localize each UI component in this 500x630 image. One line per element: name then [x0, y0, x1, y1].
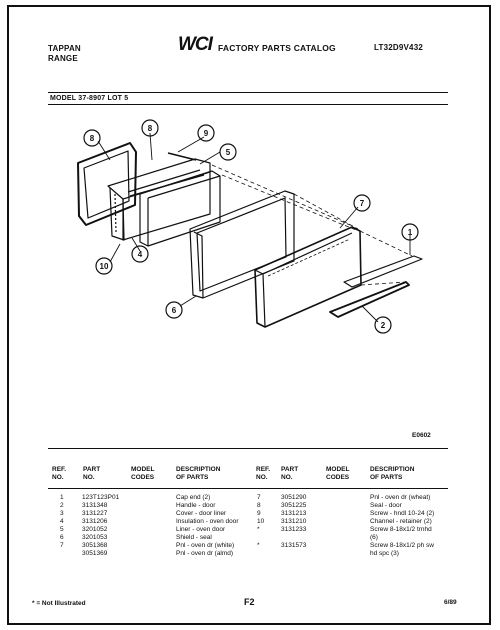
ref-cell: * — [257, 542, 260, 549]
col-header-desc-left: DESCRIPTION OF PARTS — [176, 466, 221, 481]
desc-cell: Pnl - oven dr (almd) — [176, 550, 234, 557]
desc-cell: Cover - door liner — [176, 510, 227, 517]
product-type: RANGE — [48, 54, 78, 63]
callout-4: 4 — [137, 250, 143, 259]
col-header-part-right: PART NO. — [281, 466, 299, 481]
part-cell: 3131227 — [82, 510, 108, 517]
callout-1: 1 — [407, 228, 413, 237]
callout-8b: 8 — [147, 124, 153, 133]
part-cell: 3051368 — [82, 542, 108, 549]
ref-cell: * — [257, 526, 260, 533]
desc-cell: Liner - oven door — [176, 526, 226, 533]
desc-cell: Seal - door — [370, 502, 402, 509]
ref-cell: 7 — [60, 542, 64, 549]
desc-cell: Cap end (2) — [176, 494, 211, 501]
desc-cell: hd spc (3) — [370, 550, 399, 557]
print-date: 6/89 — [444, 599, 457, 606]
model-line: MODEL 37-8907 LOT 5 — [50, 95, 129, 102]
callout-2: 2 — [380, 321, 386, 330]
ref-cell: 4 — [60, 518, 64, 525]
part-cell: 3051369 — [82, 550, 108, 557]
callout-7: 7 — [359, 199, 365, 208]
desc-cell: (6) — [370, 534, 378, 541]
callout-10: 10 — [99, 262, 109, 271]
footnote: * = Not Illustrated — [32, 600, 86, 607]
ref-cell: 5 — [60, 526, 64, 533]
part-cell: 3051290 — [281, 494, 307, 501]
part-cell: 3131348 — [82, 502, 108, 509]
ref-cell: 7 — [257, 494, 261, 501]
col-header-part-left: PART NO. — [83, 466, 101, 481]
desc-cell: Shield - seal — [176, 534, 212, 541]
desc-cell: Screw - hndl 10-24 (2) — [370, 510, 435, 517]
callout-5: 5 — [225, 148, 231, 157]
desc-cell: Screw 8-18x1/2 ph sw — [370, 542, 434, 549]
table-rule-header — [48, 488, 448, 489]
col-header-model-left: MODEL CODES — [131, 466, 155, 481]
desc-cell: Pnl - oven dr (wheat) — [370, 494, 431, 501]
col-header-ref-left: REF. NO. — [52, 466, 67, 481]
parts-table-left — [60, 494, 250, 558]
desc-cell: Handle - door — [176, 502, 216, 509]
part-cell: 3131210 — [281, 518, 307, 525]
desc-cell: Screw 8-18x1/2 trnhd — [370, 526, 432, 533]
col-header-desc-right: DESCRIPTION OF PARTS — [370, 466, 415, 481]
part-cell: 3131233 — [281, 526, 307, 533]
part-cell: 3201052 — [82, 526, 108, 533]
table-rule-top — [48, 448, 448, 449]
desc-cell: Channel - retainer (2) — [370, 518, 432, 525]
brand-name: TAPPAN — [48, 44, 81, 53]
callout-9: 9 — [203, 129, 209, 138]
ref-cell: 10 — [257, 518, 265, 525]
callout-8a: 8 — [89, 134, 95, 143]
ref-cell: 3 — [60, 510, 64, 517]
catalog-number: LT32D9V432 — [374, 43, 423, 52]
ref-cell: 6 — [60, 534, 64, 541]
col-header-ref-right: REF. NO. — [256, 466, 271, 481]
ref-cell: 2 — [60, 502, 64, 509]
callout-6: 6 — [171, 306, 177, 315]
parts-table-right — [257, 494, 452, 558]
desc-cell: Insulation - oven door — [176, 518, 239, 525]
wci-logo: WCI — [178, 34, 212, 55]
ref-cell: 8 — [257, 502, 261, 509]
col-header-model-right: MODEL CODES — [326, 466, 350, 481]
part-cell: 3131573 — [281, 542, 307, 549]
part-cell: 3051225 — [281, 502, 307, 509]
part-cell: 123T123P01 — [82, 494, 120, 501]
ref-cell: 9 — [257, 510, 261, 517]
table-row: 1 — [60, 494, 64, 501]
drawing-code: E0602 — [412, 432, 431, 439]
part-cell: 3201053 — [82, 534, 108, 541]
part-cell: 3131206 — [82, 518, 108, 525]
catalog-title: FACTORY PARTS CATALOG — [218, 43, 336, 53]
page-label: F2 — [244, 597, 255, 607]
desc-cell: Pnl - oven dr (white) — [176, 542, 235, 549]
part-cell: 3131213 — [281, 510, 307, 517]
